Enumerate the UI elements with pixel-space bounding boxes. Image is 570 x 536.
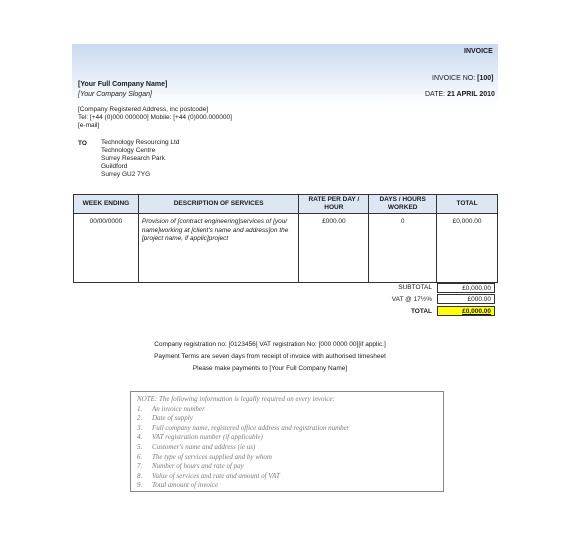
registration-line: Company registration no: [0123456] VAT registration No: [000 0000 00][if applic.] <box>154 341 386 348</box>
column-header-days: DAYS / HOURS WORKED <box>369 195 437 214</box>
company-slogan: [Your Company Slogan] <box>78 91 152 98</box>
recipient-line: Guildford <box>101 163 128 170</box>
sender-address: [Company Registered Address, inc postcode] <box>78 106 209 113</box>
sender-email: [e-mail] <box>78 122 100 129</box>
note-heading: NOTE: The following information is legally required on every invoice: <box>137 395 335 403</box>
invoice-number-label: INVOICE NO: <box>432 75 476 82</box>
cell-week-ending: 00/00/0000 <box>74 214 139 283</box>
list-item: 7. Number of hours and rate of pay <box>137 462 244 471</box>
invoice-number-value: [100] <box>477 75 494 82</box>
invoice-number <box>432 75 493 82</box>
column-header-rate: RATE PER DAY / HOUR <box>299 195 369 214</box>
services-table <box>73 194 498 283</box>
list-item: 6. The type of services supplied and by whom <box>137 452 272 461</box>
vat-value: £000.00 <box>437 294 495 304</box>
column-header-description: DESCRIPTION OF SERVICES <box>138 195 299 214</box>
list-item: 4. VAT registration number (if applicable) <box>137 433 263 442</box>
list-item: 5. Customer's name and address (ie us) <box>137 442 256 451</box>
payments-to: Please make payments to [Your Full Company Name] <box>192 365 348 372</box>
to-label: TO <box>78 140 87 147</box>
list-item: 8. Value of services and rate and amount of VAT <box>137 471 280 480</box>
payment-terms: Payment Terms are seven days from receipt of invoice with authorised timesheet <box>154 353 386 360</box>
list-item: 2. Date of supply <box>137 414 193 423</box>
recipient-line: Technology Resourcing Ltd <box>101 139 180 146</box>
cell-days: 0 <box>369 214 437 283</box>
vat-label: VAT @ 17½% <box>391 296 432 303</box>
subtotal-value: £0,000.00 <box>437 283 495 293</box>
invoice-date <box>425 91 495 98</box>
invoice-date-label: DATE: <box>425 91 446 98</box>
cell-description: Provision of [contract engineering]services of [your name]working at [client's name and address]on the [project name, if applic]project <box>138 214 299 283</box>
recipient-line: Technology Centre <box>101 147 156 154</box>
invoice-date-value: 21 APRIL 2010 <box>447 91 495 98</box>
column-header-week-ending: WEEK ENDING <box>74 195 139 214</box>
list-item: 1. An invoice number <box>137 404 205 413</box>
cell-rate: £000.00 <box>299 214 369 283</box>
recipient-line: Surrey GU2 7YG <box>101 171 151 178</box>
list-item: 9. Total amount of invoice <box>137 481 219 490</box>
invoice-title: INVOICE <box>464 48 493 55</box>
company-name: [Your Full Company Name] <box>78 81 168 88</box>
legal-note-box <box>130 391 444 492</box>
total-label: TOTAL <box>410 308 432 315</box>
sender-phone: Tel: [+44 (0)000 000000] Mobile: [+44 (0)000.000000] <box>78 114 232 121</box>
recipient-line: Surrey Research Park <box>101 155 165 162</box>
subtotal-label: SUBTOTAL <box>398 284 432 291</box>
column-header-total: TOTAL <box>437 195 498 214</box>
table-row <box>74 214 498 283</box>
list-item: 3. Full company name, registered office address and registration number <box>137 423 350 432</box>
cell-total: £0,000.00 <box>437 214 498 283</box>
total-value: £0,000.00 <box>437 306 495 316</box>
table-header-row <box>74 195 498 214</box>
